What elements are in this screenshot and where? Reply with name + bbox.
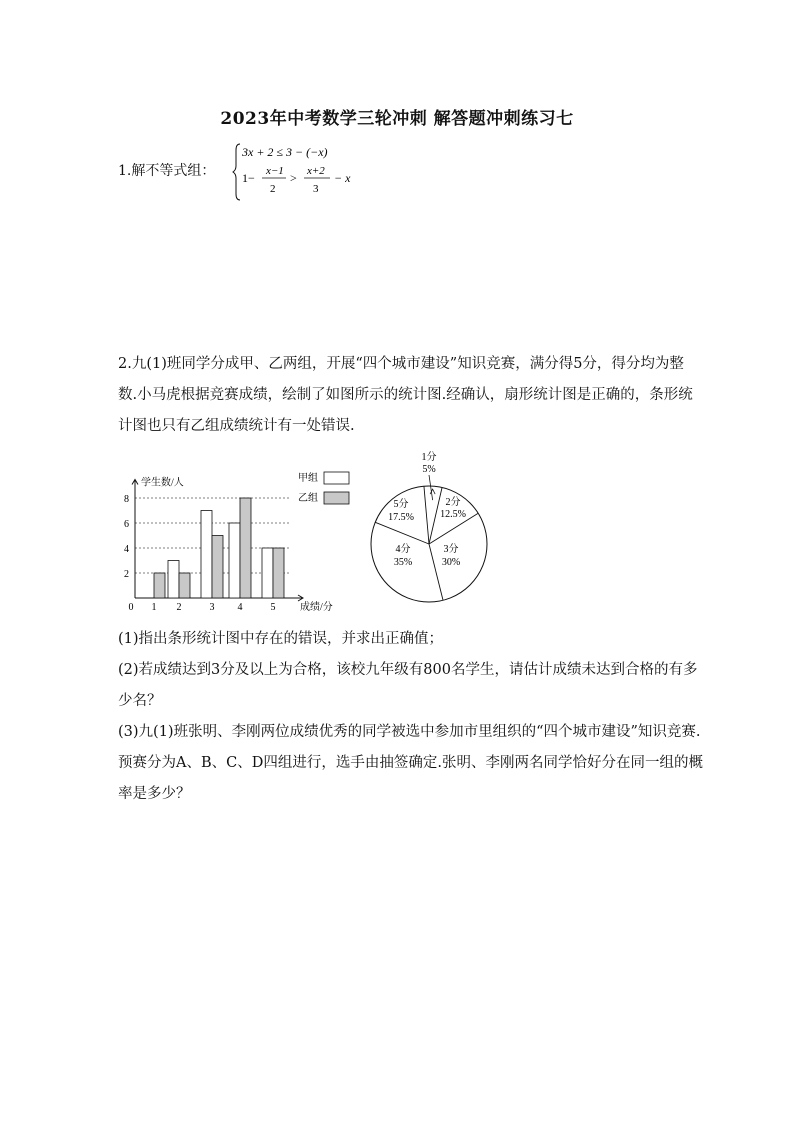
bar-series-a-3 xyxy=(201,511,212,599)
y-tick-label-8: 8 xyxy=(124,494,129,505)
x-tick-label-2: 2 xyxy=(176,602,182,613)
pie-label-2: 2分 xyxy=(445,497,461,508)
pie-label-5: 5分 xyxy=(393,499,409,510)
y-tick-label-2: 2 xyxy=(124,569,129,580)
bar-series-b-1 xyxy=(154,573,165,598)
legend-label-1: 乙组 xyxy=(298,493,318,504)
inequality-system xyxy=(232,142,382,202)
pie-label-1: 1分 xyxy=(421,452,437,463)
pie-percent-5: 17.5% xyxy=(388,512,414,523)
question-2-part-3: (3)九(1)班张明、李刚两位成绩优秀的同学被选中参加市里组织的“四个城市建设”知识竞赛.预赛分为A、B、C、D四组进行，选手由抽签确定.张明、李刚两名同学恰好分在同一组的概率是多少？ xyxy=(118,724,703,802)
legend-label-0: 甲组 xyxy=(298,473,318,484)
inequality-line-2-suffix: − x xyxy=(334,171,351,185)
origin-label: 0 xyxy=(128,602,134,613)
bar-series-a-4 xyxy=(229,523,240,598)
question-1-label: 1.解不等式组： xyxy=(118,163,216,179)
bar-series-b-5 xyxy=(273,548,284,598)
bar-series-b-2 xyxy=(179,573,190,598)
page-title: 2023年中考数学三轮冲刺 解答题冲刺练习七 xyxy=(220,109,574,129)
x-axis-label: 成绩/分 xyxy=(300,602,333,613)
y-tick-label-6: 6 xyxy=(124,519,129,530)
bar-series-a-2 xyxy=(168,561,179,599)
pie-label-3: 3分 xyxy=(443,544,459,555)
question-2-part-1: (1)指出条形统计图中存在的错误，并求出正确值； xyxy=(118,631,444,647)
fraction-1-denominator: 2 xyxy=(270,183,276,195)
inequality-line-1: 3x + 2 ≤ 3 − (−x) xyxy=(242,145,328,159)
pie-label-4: 4分 xyxy=(395,544,411,555)
y-axis-label: 学生数/人 xyxy=(141,477,184,489)
fraction-2-denominator: 3 xyxy=(313,183,319,195)
x-tick-label-3: 3 xyxy=(209,602,215,613)
y-tick-label-4: 4 xyxy=(124,544,129,555)
bar-series-b-3 xyxy=(212,536,223,599)
fraction-1-numerator: x−1 xyxy=(266,165,284,177)
greater-than-sign: > xyxy=(290,171,297,185)
pie-percent-4: 35% xyxy=(393,557,413,568)
fraction-2-numerator: x+2 xyxy=(307,165,325,177)
pie-percent-1: 5% xyxy=(422,464,436,475)
question-2-part-2: (2)若成绩达到3分及以上为合格，该校九年级有800名学生，请估计成绩未达到合格的有多少名？ xyxy=(118,662,698,709)
bar-series-a-5 xyxy=(262,548,273,598)
inequality-line-2-prefix: 1− xyxy=(242,171,255,185)
question-2-intro: 2.九(1)班同学分成甲、乙两组，开展“四个城市建设”知识竞赛，满分得5分，得分均为整数.小马虎根据竞赛成绩，绘制了如图所示的统计图.经确认，扇形统计图是正确的，条形统计图也只有乙组成绩统计有一处错误. xyxy=(118,356,693,434)
pie-percent-2: 12.5% xyxy=(440,509,466,520)
statistics-figure xyxy=(118,448,498,618)
x-tick-label-4: 4 xyxy=(237,602,243,613)
x-tick-label-1: 1 xyxy=(151,602,157,613)
x-tick-label-5: 5 xyxy=(270,602,276,613)
legend-swatch-1 xyxy=(324,492,349,504)
pie-percent-3: 30% xyxy=(441,557,461,568)
legend-swatch-0 xyxy=(324,472,349,484)
bar-series-b-4 xyxy=(240,498,251,598)
